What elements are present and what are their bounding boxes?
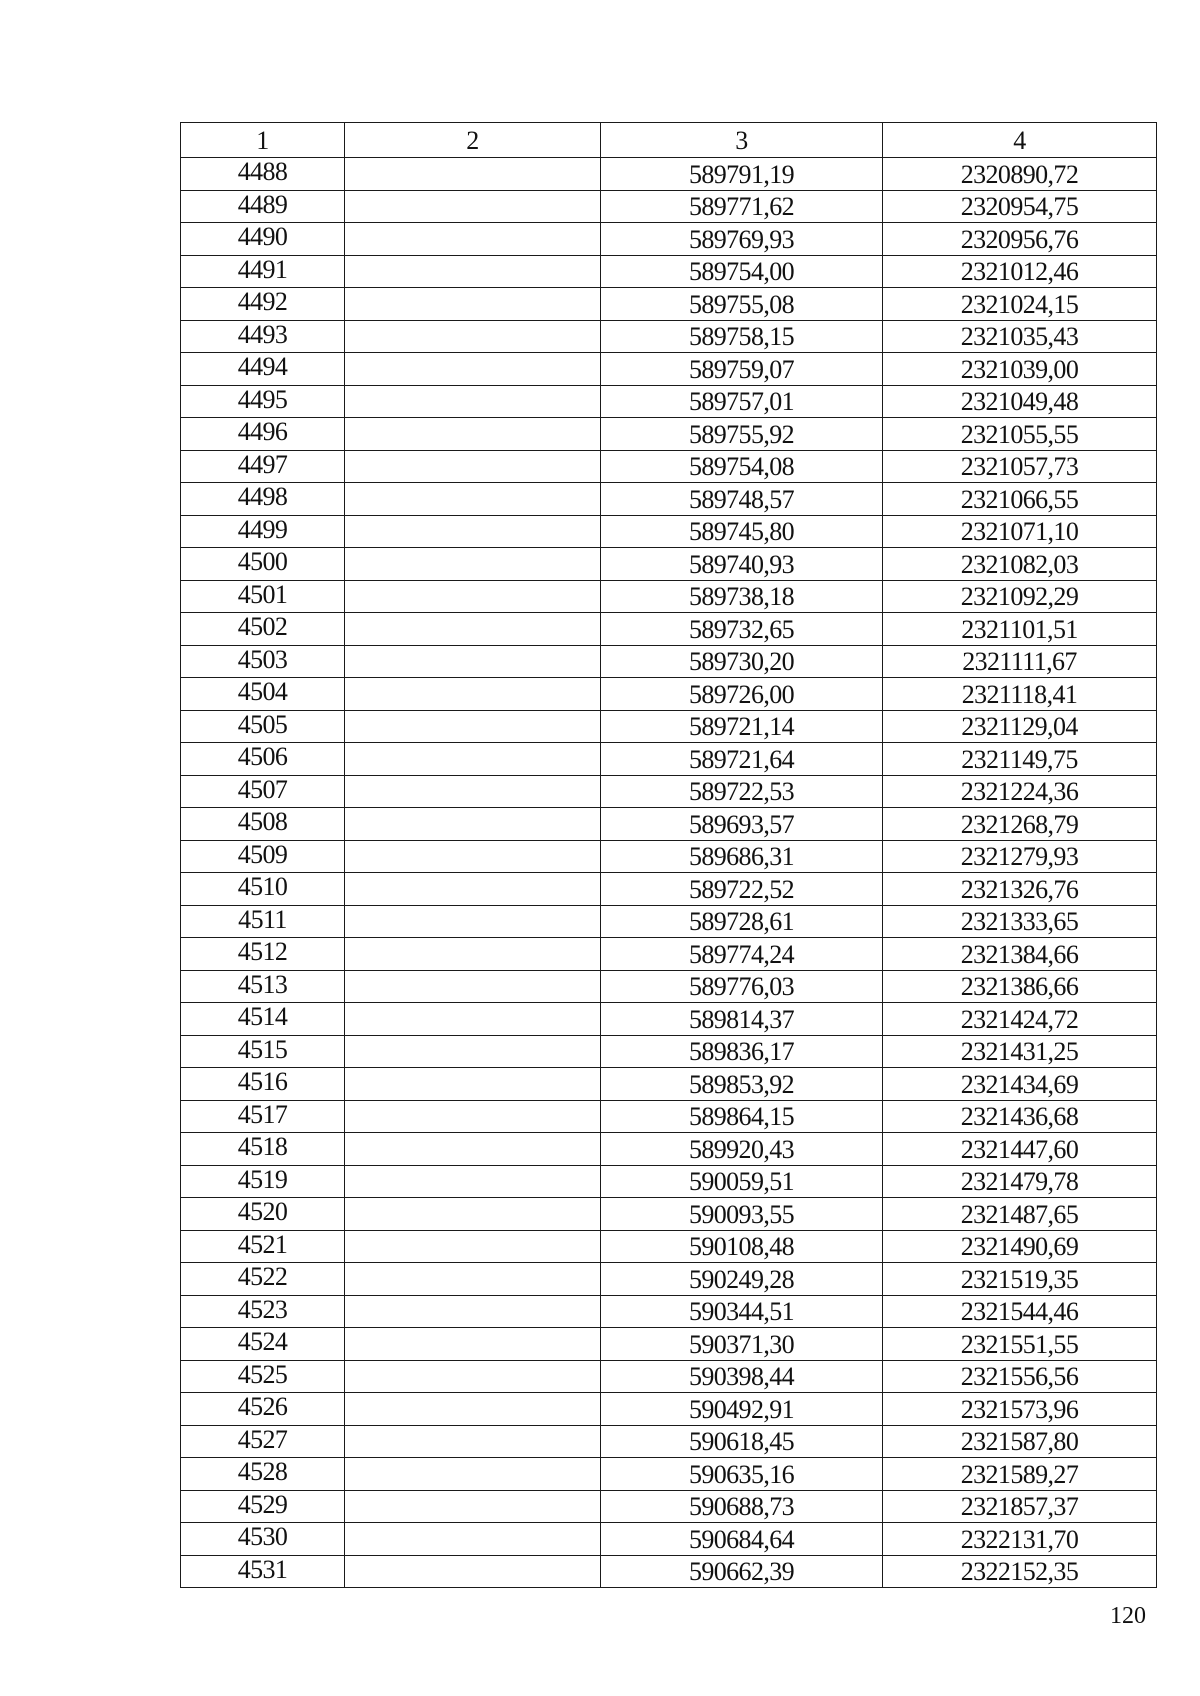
coordinate-y-cell: 2321049,48 (883, 385, 1157, 418)
coordinate-x-cell: 589754,08 (601, 450, 883, 483)
coordinate-y-cell: 2321326,76 (883, 873, 1157, 906)
point-number-cell: 4505 (181, 710, 345, 743)
table-row (181, 613, 1157, 646)
coordinate-x-cell: 589721,14 (601, 710, 883, 743)
point-number-cell: 4531 (181, 1555, 345, 1588)
table-row (181, 1198, 1157, 1231)
coordinate-y-cell: 2321556,56 (883, 1360, 1157, 1393)
coordinate-y-cell: 2321333,65 (883, 905, 1157, 938)
table-row (181, 905, 1157, 938)
table-row (181, 1393, 1157, 1426)
column-2-cell (345, 580, 601, 613)
table-row (181, 1100, 1157, 1133)
column-2-cell (345, 223, 601, 256)
coordinate-y-cell: 2321424,72 (883, 1003, 1157, 1036)
coordinate-y-cell: 2321447,60 (883, 1133, 1157, 1166)
column-header-2: 2 (345, 123, 601, 158)
column-header-4: 4 (883, 123, 1157, 158)
table-row (181, 483, 1157, 516)
coordinate-x-cell: 590398,44 (601, 1360, 883, 1393)
coordinate-y-cell: 2321386,66 (883, 970, 1157, 1003)
coordinate-y-cell: 2321224,36 (883, 775, 1157, 808)
table-row (181, 678, 1157, 711)
coordinate-x-cell: 589814,37 (601, 1003, 883, 1036)
coordinate-x-cell: 589722,52 (601, 873, 883, 906)
table-row (181, 775, 1157, 808)
point-number-cell: 4514 (181, 1003, 345, 1036)
table-row (181, 418, 1157, 451)
column-2-cell (345, 1263, 601, 1296)
coordinate-x-cell: 589740,93 (601, 548, 883, 581)
point-number-cell: 4503 (181, 645, 345, 678)
coordinate-y-cell: 2321519,35 (883, 1263, 1157, 1296)
table-row (181, 743, 1157, 776)
table-row (181, 873, 1157, 906)
point-number-cell: 4527 (181, 1425, 345, 1458)
coordinate-x-cell: 589757,01 (601, 385, 883, 418)
table-row (181, 808, 1157, 841)
coordinate-y-cell: 2321118,41 (883, 678, 1157, 711)
coordinate-y-cell: 2321587,80 (883, 1425, 1157, 1458)
point-number-cell: 4528 (181, 1458, 345, 1491)
point-number-cell: 4493 (181, 320, 345, 353)
coordinate-x-cell: 589730,20 (601, 645, 883, 678)
point-number-cell: 4510 (181, 873, 345, 906)
coordinate-y-cell: 2321012,46 (883, 255, 1157, 288)
coordinate-x-cell: 590492,91 (601, 1393, 883, 1426)
point-number-cell: 4519 (181, 1165, 345, 1198)
table-row (181, 840, 1157, 873)
column-2-cell (345, 1393, 601, 1426)
coordinate-x-cell: 589759,07 (601, 353, 883, 386)
page-number: 120 (1110, 1603, 1146, 1629)
column-2-cell (345, 1523, 601, 1556)
column-2-cell (345, 1328, 601, 1361)
coordinate-x-cell: 589758,15 (601, 320, 883, 353)
table-row (181, 1133, 1157, 1166)
coordinate-x-cell: 589686,31 (601, 840, 883, 873)
coordinate-x-cell: 590684,64 (601, 1523, 883, 1556)
coordinate-x-cell: 589722,53 (601, 775, 883, 808)
coordinate-y-cell: 2322131,70 (883, 1523, 1157, 1556)
table-row (181, 1555, 1157, 1588)
point-number-cell: 4518 (181, 1133, 345, 1166)
point-number-cell: 4501 (181, 580, 345, 613)
table-row (181, 970, 1157, 1003)
column-2-cell (345, 1165, 601, 1198)
coordinate-x-cell: 590249,28 (601, 1263, 883, 1296)
table-row (181, 1360, 1157, 1393)
point-number-cell: 4504 (181, 678, 345, 711)
coordinate-x-cell: 589769,93 (601, 223, 883, 256)
column-header-3: 3 (601, 123, 883, 158)
point-number-cell: 4520 (181, 1198, 345, 1231)
column-2-cell (345, 645, 601, 678)
column-2-cell (345, 450, 601, 483)
coordinate-x-cell: 589774,24 (601, 938, 883, 971)
column-2-cell (345, 1035, 601, 1068)
column-2-cell (345, 1198, 601, 1231)
coordinate-y-cell: 2321490,69 (883, 1230, 1157, 1263)
column-2-cell (345, 1458, 601, 1491)
point-number-cell: 4488 (181, 158, 345, 191)
coordinate-x-cell: 589920,43 (601, 1133, 883, 1166)
point-number-cell: 4515 (181, 1035, 345, 1068)
point-number-cell: 4494 (181, 353, 345, 386)
point-number-cell: 4507 (181, 775, 345, 808)
point-number-cell: 4511 (181, 905, 345, 938)
column-2-cell (345, 483, 601, 516)
column-2-cell (345, 905, 601, 938)
table-row (181, 548, 1157, 581)
point-number-cell: 4491 (181, 255, 345, 288)
column-2-cell (345, 418, 601, 451)
column-2-cell (345, 548, 601, 581)
point-number-cell: 4517 (181, 1100, 345, 1133)
point-number-cell: 4524 (181, 1328, 345, 1361)
point-number-cell: 4502 (181, 613, 345, 646)
column-2-cell (345, 1068, 601, 1101)
coordinate-x-cell: 589693,57 (601, 808, 883, 841)
table-row (181, 1458, 1157, 1491)
coordinate-y-cell: 2321487,65 (883, 1198, 1157, 1231)
point-number-cell: 4489 (181, 190, 345, 223)
column-2-cell (345, 1425, 601, 1458)
coordinate-x-cell: 589853,92 (601, 1068, 883, 1101)
table-row (181, 450, 1157, 483)
table-row (181, 255, 1157, 288)
table-row (181, 645, 1157, 678)
point-number-cell: 4509 (181, 840, 345, 873)
table-row (181, 190, 1157, 223)
coordinate-y-cell: 2321149,75 (883, 743, 1157, 776)
column-2-cell (345, 320, 601, 353)
coordinate-x-cell: 589791,19 (601, 158, 883, 191)
column-2-cell (345, 938, 601, 971)
column-header-1: 1 (181, 123, 345, 158)
coordinate-x-cell: 589755,08 (601, 288, 883, 321)
coordinate-x-cell: 590344,51 (601, 1295, 883, 1328)
column-2-cell (345, 970, 601, 1003)
column-2-cell (345, 808, 601, 841)
point-number-cell: 4526 (181, 1393, 345, 1426)
coordinate-x-cell: 589836,17 (601, 1035, 883, 1068)
coordinate-x-cell: 589728,61 (601, 905, 883, 938)
table-row (181, 580, 1157, 613)
column-2-cell (345, 710, 601, 743)
coordinate-y-cell: 2321384,66 (883, 938, 1157, 971)
point-number-cell: 4500 (181, 548, 345, 581)
coordinate-y-cell: 2321589,27 (883, 1458, 1157, 1491)
coordinate-x-cell: 589732,65 (601, 613, 883, 646)
table-row (181, 1328, 1157, 1361)
coordinate-y-cell: 2321857,37 (883, 1490, 1157, 1523)
table-row (181, 158, 1157, 191)
column-2-cell (345, 873, 601, 906)
coordinate-x-cell: 590108,48 (601, 1230, 883, 1263)
table-row (181, 710, 1157, 743)
column-2-cell (345, 288, 601, 321)
point-number-cell: 4530 (181, 1523, 345, 1556)
coordinate-y-cell: 2320956,76 (883, 223, 1157, 256)
point-number-cell: 4513 (181, 970, 345, 1003)
table-row (181, 515, 1157, 548)
column-2-cell (345, 1555, 601, 1588)
column-2-cell (345, 1360, 601, 1393)
table-row (181, 1230, 1157, 1263)
coordinate-y-cell: 2321066,55 (883, 483, 1157, 516)
table-row (181, 223, 1157, 256)
coordinate-x-cell: 589721,64 (601, 743, 883, 776)
coordinate-y-cell: 2321434,69 (883, 1068, 1157, 1101)
coordinate-y-cell: 2321101,51 (883, 613, 1157, 646)
coordinate-y-cell: 2321551,55 (883, 1328, 1157, 1361)
coordinate-y-cell: 2321573,96 (883, 1393, 1157, 1426)
point-number-cell: 4508 (181, 808, 345, 841)
point-number-cell: 4512 (181, 938, 345, 971)
coordinate-x-cell: 589755,92 (601, 418, 883, 451)
coordinate-y-cell: 2321055,55 (883, 418, 1157, 451)
table-row (181, 1165, 1157, 1198)
coordinate-x-cell: 590059,51 (601, 1165, 883, 1198)
coordinate-x-cell: 589771,62 (601, 190, 883, 223)
point-number-cell: 4529 (181, 1490, 345, 1523)
coordinate-y-cell: 2320890,72 (883, 158, 1157, 191)
coordinate-y-cell: 2320954,75 (883, 190, 1157, 223)
coordinate-y-cell: 2321024,15 (883, 288, 1157, 321)
coordinate-x-cell: 590093,55 (601, 1198, 883, 1231)
coordinate-y-cell: 2321092,29 (883, 580, 1157, 613)
column-2-cell (345, 1230, 601, 1263)
coordinate-y-cell: 2322152,35 (883, 1555, 1157, 1588)
coordinate-x-cell: 589745,80 (601, 515, 883, 548)
coordinate-y-cell: 2321436,68 (883, 1100, 1157, 1133)
coordinate-x-cell: 590662,39 (601, 1555, 883, 1588)
point-number-cell: 4490 (181, 223, 345, 256)
point-number-cell: 4525 (181, 1360, 345, 1393)
table-row (181, 1263, 1157, 1296)
table-row (181, 385, 1157, 418)
coordinate-y-cell: 2321129,04 (883, 710, 1157, 743)
coordinate-x-cell: 589776,03 (601, 970, 883, 1003)
point-number-cell: 4498 (181, 483, 345, 516)
point-number-cell: 4497 (181, 450, 345, 483)
coordinate-y-cell: 2321268,79 (883, 808, 1157, 841)
point-number-cell: 4496 (181, 418, 345, 451)
coordinate-x-cell: 590688,73 (601, 1490, 883, 1523)
column-2-cell (345, 678, 601, 711)
point-number-cell: 4521 (181, 1230, 345, 1263)
table-row (181, 1035, 1157, 1068)
column-2-cell (345, 775, 601, 808)
column-2-cell (345, 743, 601, 776)
column-2-cell (345, 158, 601, 191)
column-2-cell (345, 255, 601, 288)
table-row (181, 1295, 1157, 1328)
coordinate-y-cell: 2321479,78 (883, 1165, 1157, 1198)
coordinate-x-cell: 589754,00 (601, 255, 883, 288)
coordinate-y-cell: 2321039,00 (883, 353, 1157, 386)
table-row (181, 320, 1157, 353)
coordinate-y-cell: 2321035,43 (883, 320, 1157, 353)
coordinate-y-cell: 2321431,25 (883, 1035, 1157, 1068)
table-row (181, 1425, 1157, 1458)
column-2-cell (345, 613, 601, 646)
table-body (181, 158, 1157, 1588)
coordinate-x-cell: 589864,15 (601, 1100, 883, 1133)
point-number-cell: 4495 (181, 385, 345, 418)
table-row (181, 938, 1157, 971)
coordinate-y-cell: 2321057,73 (883, 450, 1157, 483)
column-2-cell (345, 353, 601, 386)
coordinate-y-cell: 2321111,67 (883, 645, 1157, 678)
table-row (181, 1523, 1157, 1556)
coordinate-x-cell: 590618,45 (601, 1425, 883, 1458)
table-row (181, 1490, 1157, 1523)
column-2-cell (345, 1003, 601, 1036)
table-row (181, 1003, 1157, 1036)
point-number-cell: 4499 (181, 515, 345, 548)
coordinate-y-cell: 2321544,46 (883, 1295, 1157, 1328)
point-number-cell: 4516 (181, 1068, 345, 1101)
point-number-cell: 4506 (181, 743, 345, 776)
column-2-cell (345, 1100, 601, 1133)
coordinate-y-cell: 2321071,10 (883, 515, 1157, 548)
coordinates-table (180, 122, 1157, 1588)
point-number-cell: 4522 (181, 1263, 345, 1296)
coordinate-x-cell: 589738,18 (601, 580, 883, 613)
point-number-cell: 4492 (181, 288, 345, 321)
coordinate-y-cell: 2321279,93 (883, 840, 1157, 873)
table-row (181, 1068, 1157, 1101)
column-2-cell (345, 515, 601, 548)
coordinate-x-cell: 589726,00 (601, 678, 883, 711)
column-2-cell (345, 1133, 601, 1166)
point-number-cell: 4523 (181, 1295, 345, 1328)
table-header-row (181, 123, 1157, 158)
table-row (181, 288, 1157, 321)
column-2-cell (345, 385, 601, 418)
column-2-cell (345, 1490, 601, 1523)
column-2-cell (345, 190, 601, 223)
table-row (181, 353, 1157, 386)
column-2-cell (345, 1295, 601, 1328)
coordinate-x-cell: 590371,30 (601, 1328, 883, 1361)
coordinate-y-cell: 2321082,03 (883, 548, 1157, 581)
column-2-cell (345, 840, 601, 873)
coordinate-x-cell: 589748,57 (601, 483, 883, 516)
coordinate-x-cell: 590635,16 (601, 1458, 883, 1491)
